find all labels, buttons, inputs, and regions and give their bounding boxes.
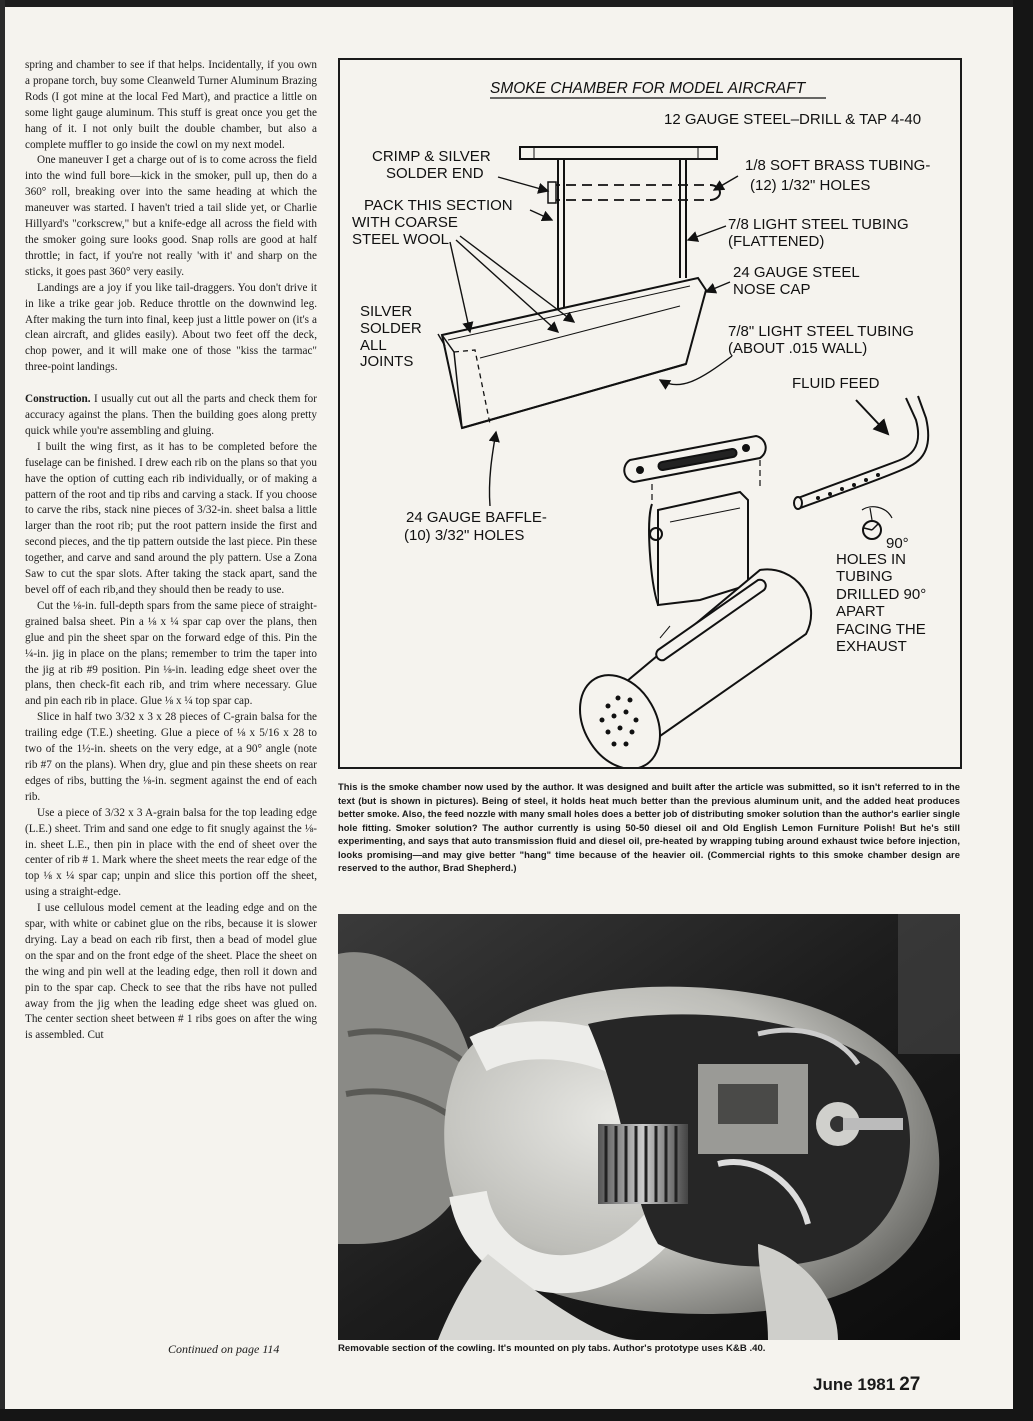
label-pack-3: STEEL WOOL <box>352 231 449 248</box>
label-12-gauge: 12 GAUGE STEEL–DRILL & TAP 4-40 <box>664 111 922 128</box>
label-pack-1: PACK THIS SECTION <box>364 197 513 214</box>
baffle-drawing <box>649 492 748 605</box>
diagram-title: SMOKE CHAMBER FOR MODEL AIRCRAFT <box>490 80 806 97</box>
label-holes-3: DRILLED 90° <box>836 586 927 603</box>
scan-edge-right <box>1013 0 1033 1421</box>
label-crimp-1: CRIMP & SILVER <box>372 148 491 165</box>
scan-edge-left <box>0 0 5 1421</box>
label-silver-1: SILVER <box>360 303 413 320</box>
label-holes-5: FACING THE <box>836 621 926 638</box>
paragraph: I use cellulous model cement at the leading edge and on the spar, with white or cabinet glue on the ribs, because it is slower drying. Lay a bead on each rib first, then a bead of model glue on the spar and on the front edge of the sheet. Place the sheet on the wing and pin well at the leading edge, then roll it down and pin to the spar cap. Check to see that the ribs have not pulled away from the jig when the leading edge sheet was glued on. The center section sheet between # 1 ribs goes on after the wing is assembled. Cut <box>25 902 317 1042</box>
chamber-assembly-drawing <box>442 147 720 428</box>
paragraph: spring and chamber to see if that helps. Incidentally, if you own a propane torch, buy some Cleanweld Turner Aluminum Brazing Rods (I got mine at the local Fed Mart), and practice a little on some light gauge aluminum. This stuff is great once you get the hang of it. I not only built the double chamber, but also a complete muffler to go inside the cowl on my next model. <box>25 59 317 151</box>
label-silver-4: JOINTS <box>360 353 414 370</box>
label-baffle-2: (10) 3/32" HOLES <box>404 527 525 544</box>
construction-paragraph <box>25 392 317 440</box>
cowling-photo-drawing <box>338 914 960 1340</box>
diagram-caption: This is the smoke chamber now used by the author. It was designed and built after the article was submitted, so it isn't referred to in the text (but is shown in pictures). Being of steel, it holds heat much better than the previous aluminum unit, and the added heat produces better smoke. Also, the feed nozzle with many small holes does a better job of distributing smoker solution than the author's earlier single hole fitting. Smoker solution? The author currently is using 50-50 diesel oil and Old English Lemon Furniture Polish! But he's still experimenting, and says that auto transmission fluid and diesel oil, pre-heated by wrapping tubing around exhaust twice before injection, looks promising—and may give better "hang" time because of the heavier oil. (Commercial rights to this smoke chamber design are reserved to the author, Brad Shepherd.) <box>338 781 961 873</box>
label-tube-2: (FLATTENED) <box>728 233 825 250</box>
paragraph: Cut the ⅛-in. full-depth spars from the same piece of straight-grained balsa sheet. Pin a ⅛ x ¼ spar cap over the plans, then glue and pin the sheet spar on the forward edge of this. Pin the ¼-in. jig in place on the plans; remember to trim the taper into the jig at rib #9 position. Pin ⅛-in. leading edge sheet over the plans, then check-fit each rib, and trim where necessary. Glue and pin each rib in place. Glue ⅛ x ¼ top spar cap. <box>25 599 317 708</box>
label-holes-4: APART <box>836 603 885 620</box>
page-folio <box>813 1374 920 1396</box>
diagram-drawing <box>340 60 960 767</box>
paragraph: Slice in half two 3/32 x 3 x 28 pieces of C-grain balsa for the trailing edge (T.E.) sheeting. Glue a piece of ⅛ x 5/16 x 28 to two of the 1½-in. sheets on the very edge, at a 90° angle (note rib #7 on the plans). When dry, glue and pin these sheets on rear edges of ribs, butting the ⅛-in. segment against the end of each rib. <box>25 711 317 803</box>
smoke-chamber-diagram <box>338 58 962 769</box>
paragraph: Landings are a joy if you like tail-draggers. You don't drive it in like a trike gear job. Reduce throttle on the downwind leg. After making the turn into final, keep just a little power on (it's a clean aircraft, and glides easily). About two feet off the deck, chop power, and it will make one of those "kiss the tarmac" three-point landings. <box>25 281 317 374</box>
scan-edge-bottom <box>0 1409 1033 1421</box>
construction-lead: I usually cut out all the parts and check them for accuracy against the plans. Then the building goes along pretty quick while you're assembling and gluing. <box>25 393 317 437</box>
label-holes-1: HOLES IN <box>836 551 907 568</box>
paragraph: One maneuver I get a charge out of is to come across the field into the wind full bore—kick in the smoker, pull up, then do a 360° roll, breaking over into the same heading at which the maneuver was started. I haven't tried a tail slide yet, or Charlie Hillyard's "corkscrew," but a knife-edge all across the field with the smoker going sure looks good. Snap rolls are good at half throttle; in fact, if you're not really 'with it' and sharp on the sticks, it goes past 360° very easily. <box>25 154 317 278</box>
construction-heading: Construction. <box>25 393 91 406</box>
scan-edge-top <box>0 0 1033 7</box>
slotted-plate-drawing <box>624 436 765 504</box>
label-tube-3: 7/8" LIGHT STEEL TUBING <box>728 323 914 340</box>
paragraph: Use a piece of 3/32 x 3 A-grain balsa for the top leading edge (L.E.) sheet. Trim and sand one edge to fit snugly against the ⅛-in. sheet L.E., then pin in place with the end of sheet over the center of rib # 1. Mark where the sheet meets the rear edge of the top ⅛ x ¼ spar cap; unpin and slice this portion off the sheet, using a straight-edge. <box>25 806 317 899</box>
label-brass-2: (12) 1/32" HOLES <box>750 177 871 194</box>
label-crimp-2: SOLDER END <box>386 165 484 182</box>
label-brass-1: 1/8 SOFT BRASS TUBING- <box>745 157 931 174</box>
label-pack-2: WITH COARSE <box>352 214 458 231</box>
continued-link[interactable]: Continued on page 114 <box>168 1342 280 1356</box>
label-tube-1: 7/8 LIGHT STEEL TUBING <box>728 216 909 233</box>
label-holes-6: EXHAUST <box>836 638 907 655</box>
issue-date: June 1981 <box>813 1375 896 1394</box>
cowling-photo <box>338 914 960 1340</box>
label-nose-1: 24 GAUGE STEEL <box>733 264 860 281</box>
paragraph: I built the wing first, as it has to be completed before the fuselage can be finished. I drew each rib on the plans so that you have the option of cutting each rib individually, or of making a pattern of the root and tip ribs and carving a stack. If you choose to carve the ribs, stack nine pieces of 3/32-in. sheet balsa a little larger than the root rib; put the root pattern inside the first and second pieces, and the tip pattern outside the last piece. Pin these together, and carve and sand around the ply pattern. Use a Zona Saw to cut the spar slots. After taking the stack apart, sand the bevel off of each rib,and they should then be ready to use. <box>25 440 317 596</box>
article-column <box>25 58 317 1044</box>
label-silver-3: ALL <box>360 337 387 354</box>
label-nose-2: NOSE CAP <box>733 281 811 298</box>
photo-caption: Removable section of the cowling. It's mounted on ply tabs. Author's prototype uses K&B .40. <box>338 1343 766 1354</box>
label-baffle-1: 24 GAUGE BAFFLE- <box>406 509 547 526</box>
label-fluid-feed: FLUID FEED <box>792 375 880 392</box>
label-holes-2: TUBING <box>836 568 893 585</box>
fluid-feed-tube-drawing <box>794 396 928 539</box>
label-90-degrees: 90° <box>886 535 909 552</box>
label-tube-4: (ABOUT .015 WALL) <box>728 340 868 357</box>
page-number: 27 <box>899 1374 921 1395</box>
engine-fins-drawing <box>598 1124 688 1204</box>
label-silver-2: SOLDER <box>360 320 422 337</box>
